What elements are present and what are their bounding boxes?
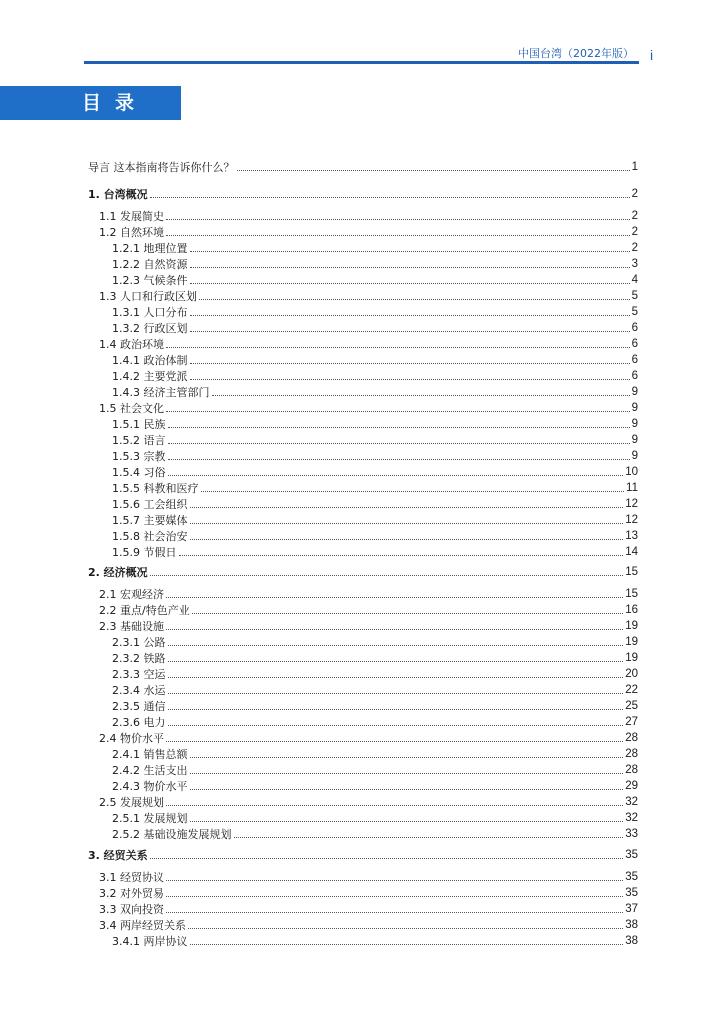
toc-leader-dots xyxy=(212,395,630,396)
toc-leader-dots xyxy=(166,219,630,220)
toc-entry-label: 2.4 物价水平 xyxy=(99,732,164,745)
toc-entry-label: 1.4.3 经济主管部门 xyxy=(112,386,210,399)
toc-entry-label: 1.5.1 民族 xyxy=(112,418,166,431)
toc-entry-page: 2 xyxy=(631,210,638,222)
toc-entry-label: 导言 这本指南将告诉你什么？ xyxy=(88,161,235,174)
toc-entry[interactable] xyxy=(88,185,638,201)
toc-entry[interactable] xyxy=(112,415,638,431)
toc-leader-dots xyxy=(190,251,630,252)
toc-leader-dots xyxy=(168,443,630,444)
toc-leader-dots xyxy=(188,928,623,929)
toc-entry-page: 5 xyxy=(631,290,638,302)
toc-entry-page: 16 xyxy=(625,604,638,616)
toc-leader-dots xyxy=(190,539,624,540)
toc-entry-page: 15 xyxy=(625,566,638,578)
toc-leader-dots xyxy=(166,896,623,897)
toc-entry-label: 3.4 两岸经贸关系 xyxy=(99,919,186,932)
toc-entry-label: 2.4.3 物价水平 xyxy=(112,780,188,793)
toc-leader-dots xyxy=(168,661,624,662)
toc-leader-dots xyxy=(166,912,623,913)
toc-leader-dots xyxy=(166,597,623,598)
toc-leader-dots xyxy=(166,629,623,630)
toc-entry-label: 1.3.2 行政区划 xyxy=(112,322,188,335)
toc-entry-page: 20 xyxy=(625,668,638,680)
toc-entry[interactable] xyxy=(112,633,638,649)
toc-entry-page: 12 xyxy=(625,498,638,510)
toc-entry-label: 1.2.1 地理位置 xyxy=(112,242,188,255)
toc-leader-dots xyxy=(190,944,624,945)
toc-entry-page: 35 xyxy=(625,887,638,899)
toc-leader-dots xyxy=(190,757,624,758)
toc-entry-label: 2.3 基础设施 xyxy=(99,620,164,633)
toc-entry-label: 1. 台湾概况 xyxy=(88,188,148,201)
toc-entry[interactable] xyxy=(112,777,638,793)
toc-entry-label: 2. 经济概况 xyxy=(88,566,148,579)
toc-entry-page: 14 xyxy=(625,546,638,558)
toc-entry-label: 1.3.1 人口分布 xyxy=(112,306,188,319)
toc-entry-label: 1.5.6 工会组织 xyxy=(112,498,188,511)
toc-entry[interactable] xyxy=(112,511,638,527)
toc-entry[interactable] xyxy=(112,825,638,841)
toc-entry-page: 19 xyxy=(625,620,638,632)
toc-entry-label: 2.3.3 空运 xyxy=(112,668,166,681)
toc-entry-label: 2.1 宏观经济 xyxy=(99,588,164,601)
toc-entry-label: 1.5.7 主要媒体 xyxy=(112,514,188,527)
toc-leader-dots xyxy=(150,575,624,576)
toc-leader-dots xyxy=(179,555,624,556)
toc-entry[interactable] xyxy=(112,271,638,287)
toc-entry-label: 1.5.2 语言 xyxy=(112,434,166,447)
toc-entry[interactable] xyxy=(112,713,638,729)
toc-leader-dots xyxy=(190,507,624,508)
toc-entry-page: 32 xyxy=(625,796,638,808)
toc-leader-dots xyxy=(168,427,630,428)
toc-entry[interactable] xyxy=(99,617,638,633)
toc-entry-page: 9 xyxy=(631,386,638,398)
toc-entry-label: 1.5.9 节假日 xyxy=(112,546,177,559)
toc-entry[interactable] xyxy=(112,303,638,319)
toc-entry[interactable] xyxy=(99,916,638,932)
toc-entry[interactable] xyxy=(112,383,638,399)
toc-leader-dots xyxy=(150,858,624,859)
toc-entry-page: 10 xyxy=(625,466,638,478)
toc-leader-dots xyxy=(190,773,624,774)
toc-entry-label: 2.3.2 铁路 xyxy=(112,652,166,665)
toc-entry-page: 9 xyxy=(631,450,638,462)
toc-leader-dots xyxy=(234,837,624,838)
toc-entry[interactable] xyxy=(99,868,638,884)
toc-entry-page: 9 xyxy=(631,402,638,414)
toc-entry[interactable] xyxy=(112,351,638,367)
toc-leader-dots xyxy=(166,235,630,236)
toc-entry-label: 1.5.5 科教和医疗 xyxy=(112,482,199,495)
toc-entry-label: 1.2.2 自然资源 xyxy=(112,258,188,271)
toc-entry[interactable] xyxy=(112,681,638,697)
toc-entry[interactable] xyxy=(112,697,638,713)
toc-entry[interactable] xyxy=(112,239,638,255)
toc-entry[interactable] xyxy=(99,884,638,900)
toc-leader-dots xyxy=(168,709,624,710)
toc-entry[interactable] xyxy=(112,367,638,383)
toc-entry[interactable] xyxy=(112,255,638,271)
toc-leader-dots xyxy=(192,613,624,614)
toc-leader-dots xyxy=(237,170,630,171)
toc-entry-page: 33 xyxy=(625,828,638,840)
toc-entry[interactable] xyxy=(99,585,638,601)
toc-entry-page: 32 xyxy=(625,812,638,824)
toc-entry-label: 3.4.1 两岸协议 xyxy=(112,935,188,948)
toc-entry-label: 1.4.1 政治体制 xyxy=(112,354,188,367)
toc-leader-dots xyxy=(190,315,630,316)
toc-entry-label: 1.4.2 主要党派 xyxy=(112,370,188,383)
toc-leader-dots xyxy=(150,197,630,198)
toc-banner: 目录 xyxy=(0,86,181,120)
toc-entry[interactable] xyxy=(112,447,638,463)
toc-entry-page: 1 xyxy=(631,161,638,173)
toc-entry-page: 22 xyxy=(625,684,638,696)
toc-entry-page: 6 xyxy=(631,370,638,382)
toc-entry[interactable] xyxy=(112,649,638,665)
toc-entry-page: 25 xyxy=(625,700,638,712)
toc-entry-label: 2.3.1 公路 xyxy=(112,636,166,649)
toc-leader-dots xyxy=(190,379,630,380)
toc-entry-page: 6 xyxy=(631,354,638,366)
toc-entry[interactable] xyxy=(99,223,638,239)
toc-entry-page: 38 xyxy=(625,919,638,931)
toc-entry-page: 9 xyxy=(631,434,638,446)
toc-entry-page: 4 xyxy=(631,274,638,286)
toc-leader-dots xyxy=(168,645,624,646)
toc-leader-dots xyxy=(190,363,630,364)
toc-leader-dots xyxy=(190,331,630,332)
toc-entry-label: 1.5.4 习俗 xyxy=(112,466,166,479)
toc-entry[interactable] xyxy=(99,207,638,223)
toc-entry[interactable] xyxy=(112,495,638,511)
toc-leader-dots xyxy=(168,677,624,678)
toc-entry-label: 2.3.6 电力 xyxy=(112,716,166,729)
toc-entry-page: 35 xyxy=(625,871,638,883)
toc-entry[interactable] xyxy=(112,527,638,543)
toc-entry-page: 19 xyxy=(625,636,638,648)
toc-leader-dots xyxy=(166,741,623,742)
toc-entry[interactable] xyxy=(112,479,638,495)
toc-entry[interactable] xyxy=(99,793,638,809)
toc-entry[interactable] xyxy=(99,900,638,916)
toc-leader-dots xyxy=(168,725,624,726)
toc-leader-dots xyxy=(168,693,624,694)
header-rule xyxy=(84,61,639,64)
toc-entry[interactable] xyxy=(88,158,638,174)
toc-leader-dots xyxy=(166,411,630,412)
toc-leader-dots xyxy=(190,283,630,284)
toc-leader-dots xyxy=(166,880,623,881)
toc-entry[interactable] xyxy=(112,745,638,761)
toc-entry-label: 2.5.1 发展规划 xyxy=(112,812,188,825)
toc-entry[interactable] xyxy=(99,399,638,415)
toc-entry[interactable] xyxy=(112,809,638,825)
toc-entry-page: 12 xyxy=(625,514,638,526)
toc-leader-dots xyxy=(190,267,630,268)
toc-entry[interactable] xyxy=(99,335,638,351)
toc-entry-page: 13 xyxy=(625,530,638,542)
toc-entry-page: 28 xyxy=(625,764,638,776)
toc-entry-label: 2.5 发展规划 xyxy=(99,796,164,809)
toc-leader-dots xyxy=(190,523,624,524)
toc-leader-dots xyxy=(190,789,624,790)
toc-entry[interactable] xyxy=(99,287,638,303)
toc-entry[interactable] xyxy=(112,463,638,479)
toc-entry-label: 1.4 政治环境 xyxy=(99,338,164,351)
toc-entry[interactable] xyxy=(112,932,638,948)
toc-entry-label: 3.2 对外贸易 xyxy=(99,887,164,900)
toc-entry-page: 29 xyxy=(625,780,638,792)
toc-entry-label: 1.5 社会文化 xyxy=(99,402,164,415)
toc-entry-label: 1.5.3 宗教 xyxy=(112,450,166,463)
toc-entry-label: 1.2 自然环境 xyxy=(99,226,164,239)
toc-entry-label: 3. 经贸关系 xyxy=(88,849,148,862)
toc-entry-page: 9 xyxy=(631,418,638,430)
toc-entry[interactable] xyxy=(112,543,638,559)
toc-entry-page: 5 xyxy=(631,306,638,318)
toc-leader-dots xyxy=(166,347,630,348)
toc-entry-label: 1.2.3 气候条件 xyxy=(112,274,188,287)
toc-leader-dots xyxy=(199,299,630,300)
toc-entry-label: 2.2 重点/特色产业 xyxy=(99,604,190,617)
toc-entry-page: 11 xyxy=(626,482,638,494)
toc-entry[interactable] xyxy=(99,601,638,617)
toc-entry-page: 6 xyxy=(631,338,638,350)
toc-leader-dots xyxy=(201,491,625,492)
toc-entry-label: 1.3 人口和行政区划 xyxy=(99,290,197,303)
toc-entry-label: 2.4.1 销售总额 xyxy=(112,748,188,761)
toc-entry[interactable] xyxy=(99,729,638,745)
running-header-title: 中国台湾（2022年版） xyxy=(518,47,634,60)
toc-leader-dots xyxy=(168,475,624,476)
toc-entry-label: 3.1 经贸协议 xyxy=(99,871,164,884)
toc-entry-page: 3 xyxy=(631,258,638,270)
page-number: i xyxy=(650,47,654,63)
toc-entry[interactable] xyxy=(112,319,638,335)
toc-leader-dots xyxy=(168,459,630,460)
toc-entry-page: 2 xyxy=(631,242,638,254)
toc-entry-label: 3.3 双向投资 xyxy=(99,903,164,916)
toc-entry-page: 38 xyxy=(625,935,638,947)
toc-entry-page: 19 xyxy=(625,652,638,664)
toc-entry-label: 2.3.5 通信 xyxy=(112,700,166,713)
toc-entry-label: 2.5.2 基础设施发展规划 xyxy=(112,828,232,841)
toc-entry-page: 37 xyxy=(625,903,638,915)
toc-entry[interactable] xyxy=(112,665,638,681)
toc-entry-page: 2 xyxy=(631,226,638,238)
toc-entry-page: 15 xyxy=(625,588,638,600)
toc-leader-dots xyxy=(190,821,624,822)
toc-entry-page: 6 xyxy=(631,322,638,334)
toc-entry[interactable] xyxy=(88,846,638,862)
toc-entry-page: 35 xyxy=(625,849,638,861)
toc-entry[interactable] xyxy=(112,431,638,447)
toc-entry-page: 27 xyxy=(625,716,638,728)
toc-entry-page: 2 xyxy=(631,188,638,200)
toc-leader-dots xyxy=(166,805,623,806)
toc-entry[interactable] xyxy=(112,761,638,777)
toc-entry-label: 2.4.2 生活支出 xyxy=(112,764,188,777)
toc-entry[interactable] xyxy=(88,563,638,579)
toc-entry-label: 2.3.4 水运 xyxy=(112,684,166,697)
toc-entry-label: 1.1 发展简史 xyxy=(99,210,164,223)
toc-entry-page: 28 xyxy=(625,732,638,744)
toc-entry-label: 1.5.8 社会治安 xyxy=(112,530,188,543)
toc-entry-page: 28 xyxy=(625,748,638,760)
